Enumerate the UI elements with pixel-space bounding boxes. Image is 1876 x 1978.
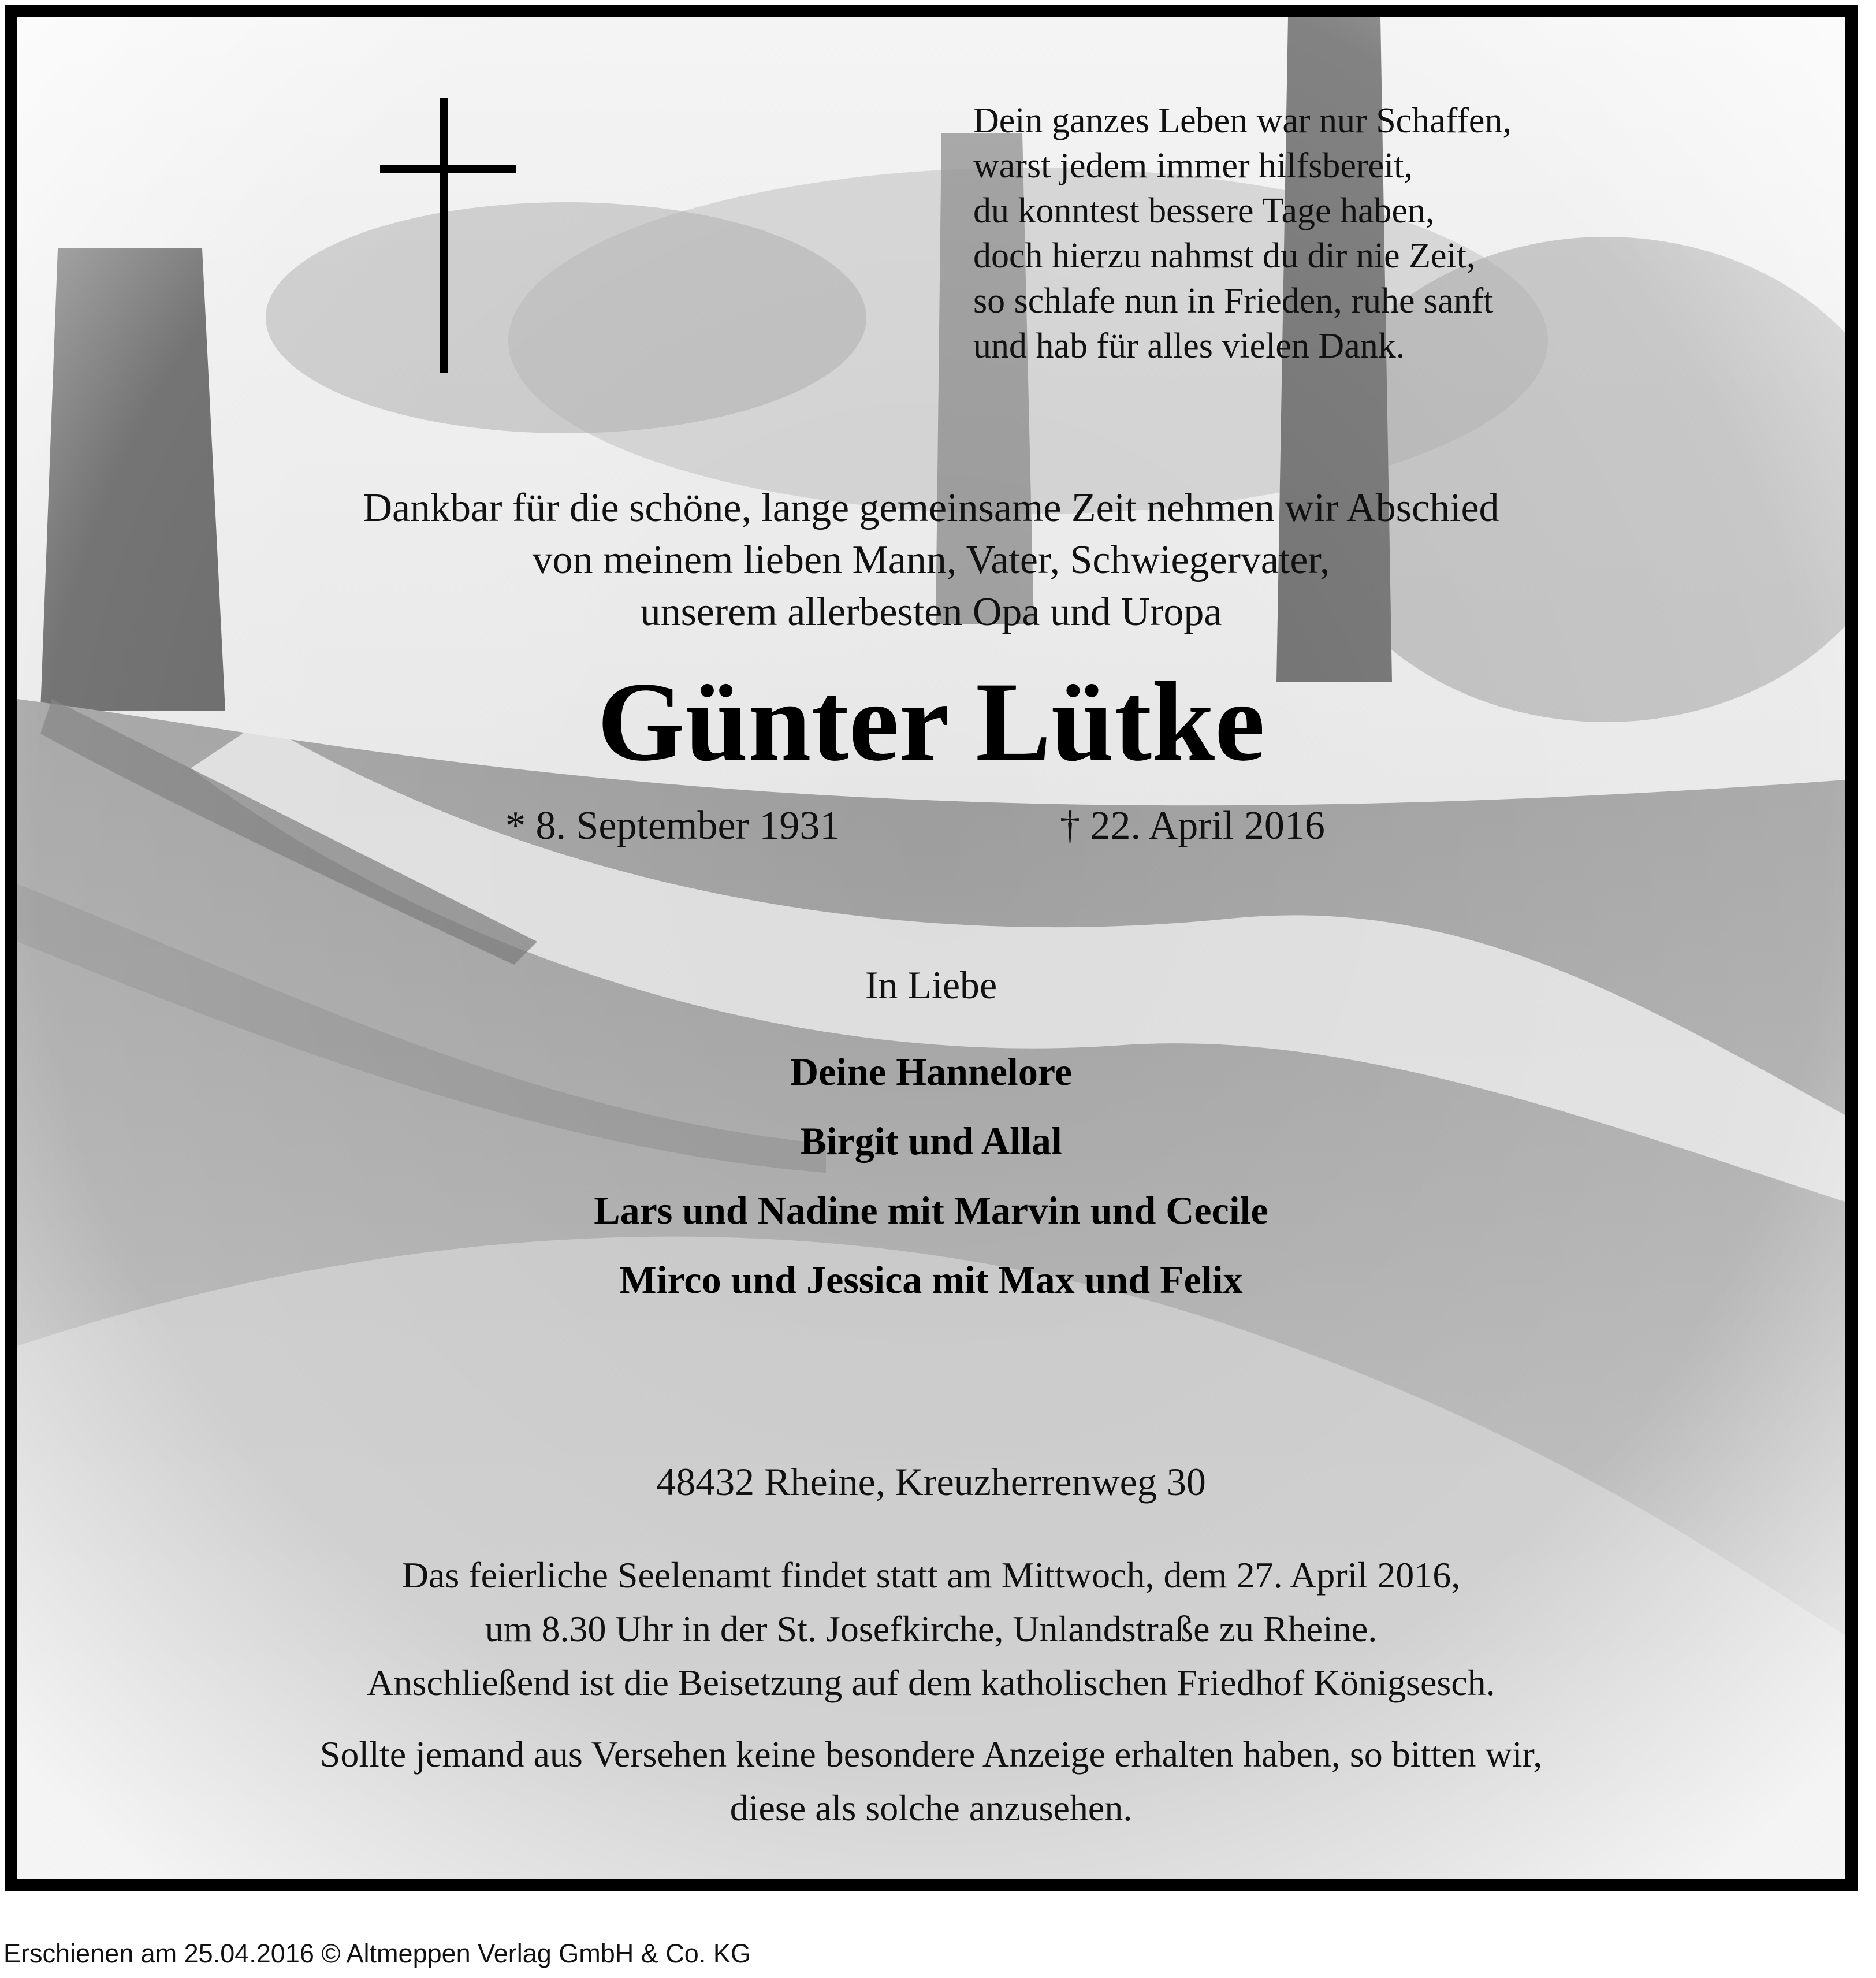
death-date: † 22. April 2016 xyxy=(1060,804,1325,848)
service-line: Das feierliche Seelenamt findet statt am Mittwoch, dem 27. April 2016, xyxy=(401,1555,1461,1596)
intro-text xyxy=(17,482,1845,638)
family-address: 48432 Rheine, Kreuzherrenweg 30 xyxy=(656,1460,1206,1504)
intro-line: unserem allerbesten Opa und Uropa xyxy=(640,590,1222,634)
poem xyxy=(973,98,1724,369)
obituary-notice xyxy=(5,5,1858,1891)
mourners-list xyxy=(17,1037,1845,1314)
mourner-name: Lars und Nadine mit Marvin und Cecile xyxy=(594,1188,1268,1232)
deceased-name: Günter Lütke xyxy=(597,659,1265,784)
poem-line: warst jedem immer hilfsbereit, xyxy=(973,146,1413,185)
service-details xyxy=(17,1548,1845,1709)
closing-note xyxy=(17,1727,1845,1835)
service-line: um 8.30 Uhr in der St. Josefkirche, Unlandstraße zu Rheine. xyxy=(485,1608,1378,1649)
note-line: Sollte jemand aus Versehen keine besondere Anzeige erhalten haben, so bitten wir, xyxy=(319,1734,1543,1775)
mourner-name: Deine Hannelore xyxy=(790,1050,1072,1094)
service-line: Anschließend ist die Beisetzung auf dem katholischen Friedhof Königsesch. xyxy=(367,1662,1495,1703)
poem-line: und hab für alles vielen Dank. xyxy=(973,326,1405,366)
publication-footer: Erschienen am 25.04.2016 © Altmeppen Verlag GmbH & Co. KG xyxy=(3,1939,751,1968)
intro-line: von meinem lieben Mann, Vater, Schwiegervater, xyxy=(532,538,1330,582)
poem-line: Dein ganzes Leben war nur Schaffen, xyxy=(973,101,1512,140)
cross-icon xyxy=(380,98,516,373)
intro-line: Dankbar für die schöne, lange gemeinsame Zeit nehmen wir Abschied xyxy=(363,486,1499,530)
note-line: diese als solche anzusehen. xyxy=(729,1787,1133,1828)
mourner-name: Birgit und Allal xyxy=(800,1119,1062,1163)
poem-line: du konntest bessere Tage haben, xyxy=(973,191,1435,230)
mourner-name: Mirco und Jessica mit Max und Felix xyxy=(619,1258,1243,1302)
poem-line: so schlafe nun in Frieden, ruhe sanft xyxy=(973,281,1494,321)
birth-date: * 8. September 1931 xyxy=(505,804,840,848)
poem-line: doch hierzu nahmst du dir nie Zeit, xyxy=(973,236,1476,276)
mourners-heading: In Liebe xyxy=(865,963,997,1007)
